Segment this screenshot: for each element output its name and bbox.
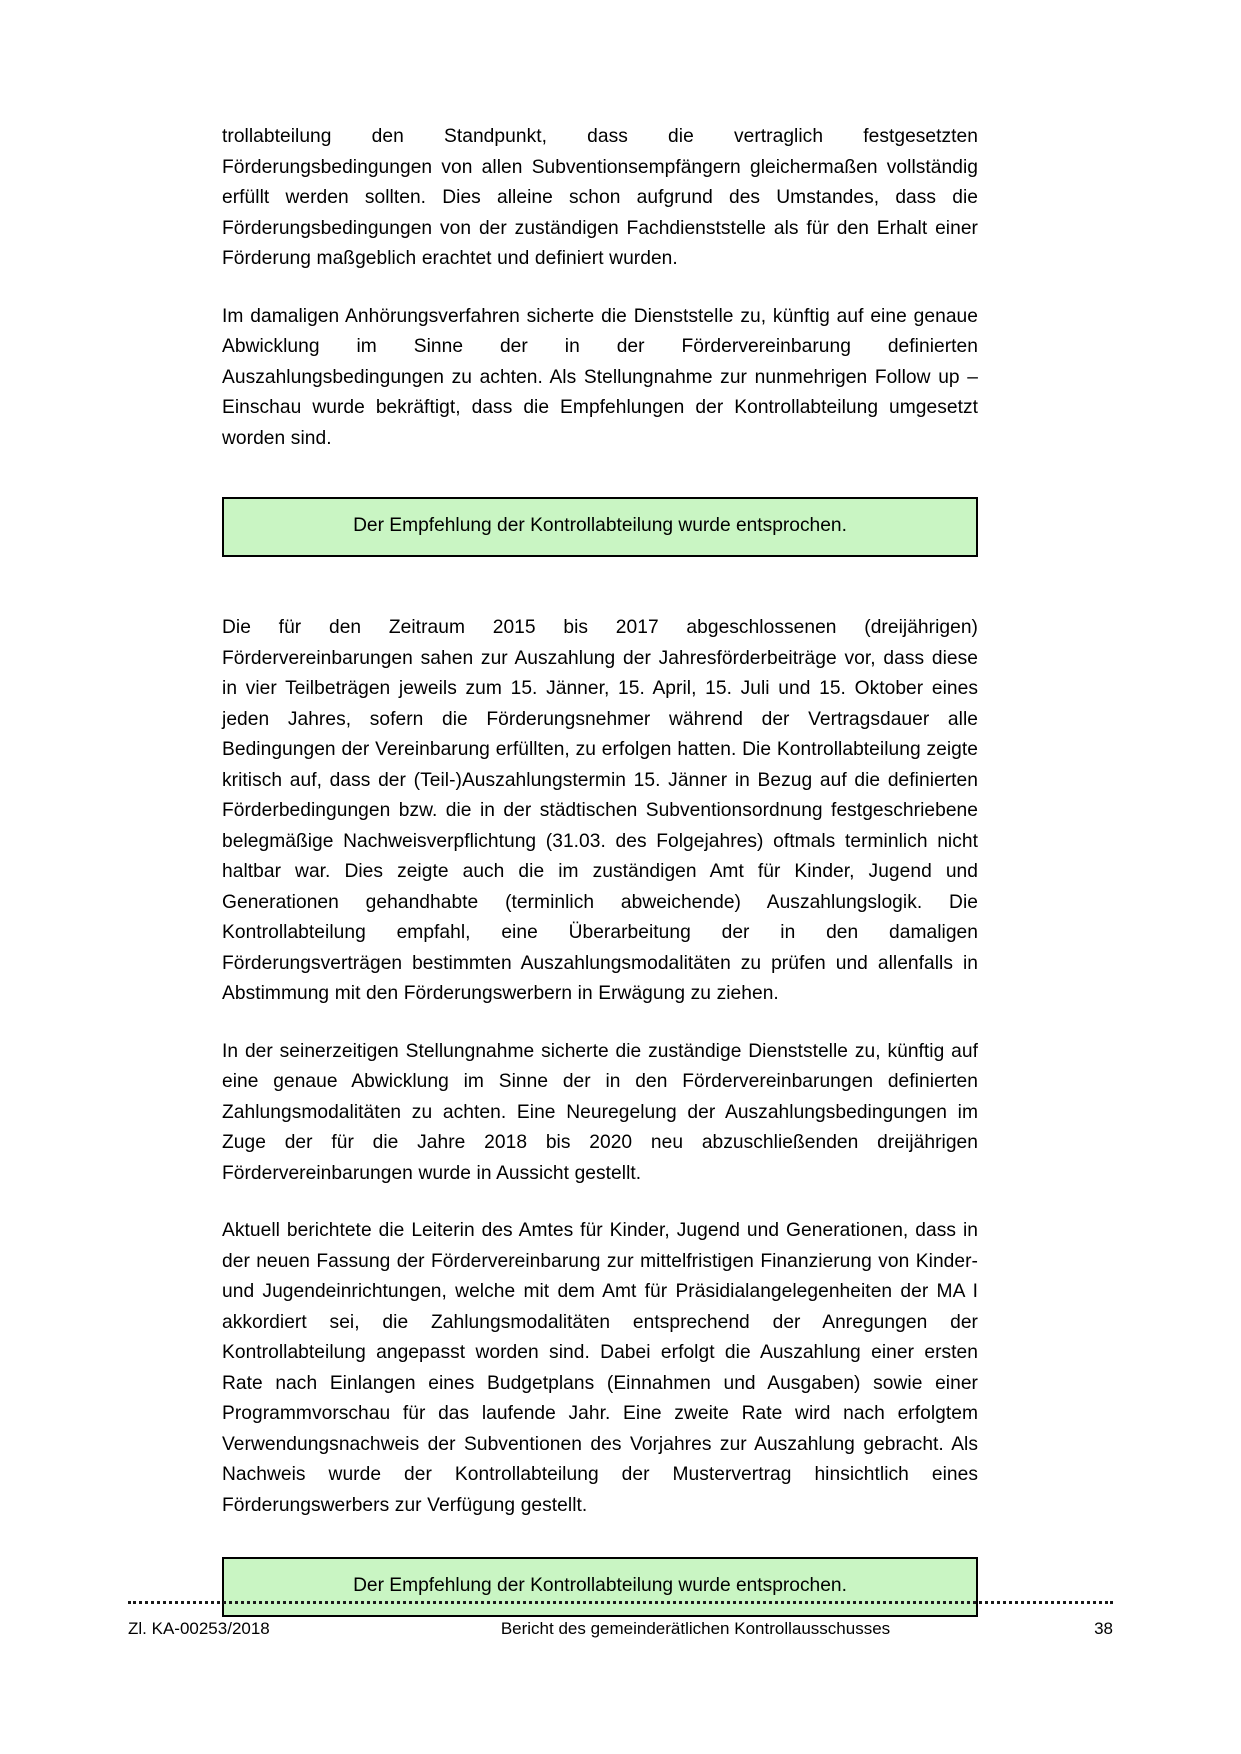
body-paragraph: Im damaligen Anhörungsverfahren sicherte die Dienststelle zu, künftig auf eine genaue Abwicklung im Sinne der in der Fördervereinbarung definierten Auszahlungsbedingungen zu achten. Als Stellungnahme zur nunmehrigen Follow up – Einschau wurde bekräftigt, dass die Empfehlungen der Kontrollabteilung umgesetzt worden sind. xyxy=(222,305,978,449)
footer-title: Bericht des gemeinderätlichen Kontrollausschusses xyxy=(500,1619,891,1638)
spacer xyxy=(222,1548,978,1557)
body-paragraph: trollabteilung den Standpunkt, dass die vertraglich festgesetzten Förderungsbedingungen von allen Subventionsempfängern gleichermaßen vollständig erfüllt werden sollten. Dies alleine schon aufgrund des Umstandes, dass die Förderungsbedingungen von der zuständigen Fachdienststelle als für den Erhalt einer Förderung maßgeblich erachtet und definiert wurden. xyxy=(222,126,978,269)
footer-row xyxy=(128,1618,1113,1640)
spacer xyxy=(222,481,978,497)
footer-reference: Zl. KA-00253/2018 xyxy=(128,1619,270,1638)
page-footer xyxy=(128,1601,1113,1640)
page-content xyxy=(222,122,978,1617)
recommendation-callout-1: Der Empfehlung der Kontrollabteilung wurde entsprochen. xyxy=(222,497,978,557)
body-paragraph: In der seinerzeitigen Stellungnahme sicherte die zuständige Dienststelle zu, künftig auf eine genaue Abwicklung im Sinne der in den Fördervereinbarungen definierten Zahlungsmodalitäten zu achten. Eine Neuregelung der Auszahlungsbedingungen im Zuge der für die Jahre 2018 bis 2020 neu abzuschließenden dreijährigen Fördervereinbarungen wurde in Aussicht gestellt. xyxy=(222,1040,978,1184)
body-paragraph: Aktuell berichtete die Leiterin des Amtes für Kinder, Jugend und Generationen, dass in der neuen Fassung der Fördervereinbarung zur mittelfristigen Finanzierung von Kinder- und Jugendeinrichtungen, welche mit dem Amt für Präsidialangelegenheiten der MA I akkordiert sei, die Zahlungsmodalitäten entsprechend der Anregungen der Kontrollabteilung angepasst worden sind. Dabei erfolgt die Auszahlung einer ersten Rate nach Einlangen eines Budgetplans (Einnahmen und Ausgaben) sowie einer Programmvorschau für das laufende Jahr. Eine zweite Rate wird nach erfolgtem Verwendungsnachweis der Subventionen des Vorjahres zur Auszahlung gebracht. Als Nachweis wurde der Kontrollabteilung der Mustervertrag hinsichtlich eines Förderungswerbers zur Verfügung gestellt. xyxy=(222,1220,978,1516)
spacer xyxy=(222,557,978,613)
body-paragraph: Die für den Zeitraum 2015 bis 2017 abgeschlossenen (dreijährigen) Fördervereinbarungen sahen zur Auszahlung der Jahresförderbeiträge vor, dass diese in vier Teilbeträgen jeweils zum 15. Jänner, 15. April, 15. Juli und 15. Oktober eines jeden Jahres, sofern die Förderungsnehmer während der Vertragsdauer alle Bedingungen der Vereinbarung erfüllten, zu erfolgen hatten. Die Kontrollabteilung zeigte kritisch auf, dass der (Teil-)Auszahlungstermin 15. Jänner in Bezug auf die definierten Förderbedingungen bzw. die in der städtischen Subventionsordnung festgeschriebene belegmäßige Nachweisverpflichtung (31.03. des Folgejahres) oftmals terminlich nicht haltbar war. Dies zeigte auch die im zuständigen Amt für Kinder, Jugend und Generationen gehandhabte (terminlich abweichende) Auszahlungslogik. Die Kontrollabteilung empfahl, eine Überarbeitung der in den damaligen Förderungsverträgen bestimmten Auszahlungsmodalitäten zu prüfen und allenfalls in Abstimmung mit den Förderungswerbern in Erwägung zu ziehen. xyxy=(222,617,978,1004)
recommendation-callout-2: Der Empfehlung der Kontrollabteilung wurde entsprochen. xyxy=(222,1557,978,1617)
footer-page-number: 38 xyxy=(1094,1619,1113,1638)
footer-divider xyxy=(128,1601,1113,1604)
